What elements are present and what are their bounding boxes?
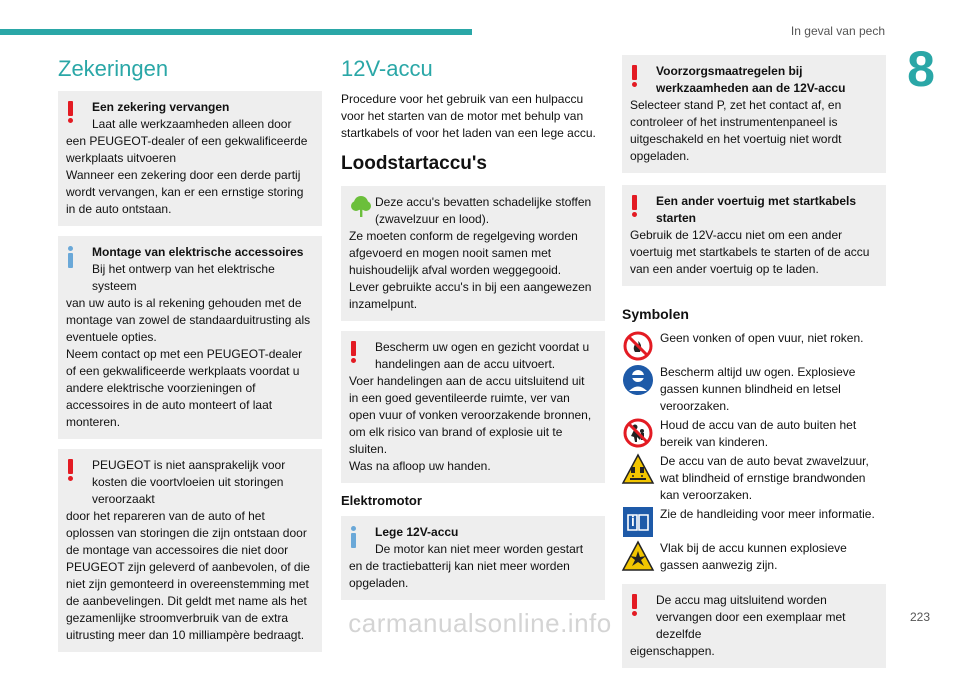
- section-title: In geval van pech: [790, 24, 885, 38]
- battery-title: 12V-accu: [341, 56, 433, 81]
- warning-icon: [68, 101, 74, 123]
- manual-icon: [622, 506, 654, 538]
- warning-icon: [68, 459, 74, 481]
- eco-box-disposal: [341, 186, 605, 321]
- symbol-text: De accu van de auto bevat zwavelzuur, wat blindheid of ernstige brandwonden kan veroorzaken.: [660, 454, 869, 502]
- box-text-tail: Selecteer stand P, zet het contact af, en controleer of het instrumentenpaneel is uitgeschakeld en het voertuig niet wordt opgeladen.: [630, 98, 842, 163]
- box-title: Lege 12V-accu: [375, 525, 459, 539]
- column-fuses: [58, 55, 322, 662]
- box-text: Bij het ontwerp van het elektrische systeem: [92, 262, 275, 293]
- page-number: 223: [909, 610, 930, 624]
- lead-battery-title: Loodstartaccu's: [341, 153, 487, 174]
- box-text-tail: een PEUGEOT-dealer of een gekwalificeerde werkplaats uitvoeren Wanneer een zekering door een derde partij wordt vervangen, kan er een ernstige storing in de auto ontstaan.: [66, 134, 308, 216]
- warning-icon: [632, 195, 638, 217]
- symbol-text: Vlak bij de accu kunnen explosieve gassen aanwezig zijn.: [660, 541, 847, 572]
- battery-intro: Procedure voor het gebruik van een hulpaccu voor het starten van de motor met behulp van startkabels of voor het laden van een lege accu.: [341, 92, 596, 140]
- warning-icon: [632, 65, 638, 87]
- box-text: Laat alle werkzaamheden alleen door: [92, 117, 292, 131]
- eco-tree-icon: [349, 194, 373, 218]
- box-title: Een ander voertuig met startkabels starten: [656, 194, 857, 225]
- warning-box-protect-eyes: [341, 331, 605, 483]
- info-icon: [68, 246, 74, 268]
- box-title: Montage van elektrische accessoires: [92, 245, 304, 259]
- box-text: De accu mag uitsluitend worden vervangen door een exemplaar met dezelfde: [656, 593, 846, 641]
- symbol-row: [622, 364, 886, 415]
- box-text-tail: Ze moeten conform de regelgeving worden afgevoerd en mogen nooit samen met huishoudelijk afval worden weggegooid. Lever gebruikte accu's in bij een aangewezen inzamelpunt.: [349, 229, 592, 311]
- box-text-tail: eigenschappen.: [630, 644, 715, 658]
- no-fire-icon: [622, 330, 654, 362]
- box-text-tail: Gebruik de 12V-accu niet om een ander voertuig met startkabels te starten of de accu van een ander voertuig op te laden.: [630, 228, 870, 276]
- info-icon: [351, 526, 357, 548]
- explosive-icon: [622, 540, 654, 572]
- box-text-tail: van uw auto is al rekening gehouden met de montage van zowel de standaarduitrusting als eventuele opties. Neem contact op met een PEUGEOT-dealer of een gekwalificeerde werkplaats voordat u andere elektrische voorzieningen of accessoires in de auto monteert of laat monteren.: [66, 296, 311, 429]
- box-text: Deze accu's bevatten schadelijke stoffen (zwavelzuur en lood).: [375, 195, 592, 226]
- header-accent-bar: [0, 29, 472, 35]
- box-text-tail: door het repareren van de auto of het oplossen van storingen die zijn ontstaan door de montage van accessoires die niet door PEUGEOT zijn geleverd of aanbevolen, of die niet zijn gemonteerd in overeenstemming met de aanbevelingen. Dit geldt met name als het gezamenlijke stroomverbruik van de extra uitrusting meer dan 10 milliampère bedraagt.: [66, 509, 310, 642]
- symbol-text: Bescherm altijd uw ogen. Explosieve gassen kunnen blindheid en letsel veroorzaken.: [660, 365, 856, 413]
- box-text: Bescherm uw ogen en gezicht voordat u handelingen aan de accu uitvoert.: [375, 340, 590, 371]
- box-text-tail: en de tractiebatterij kan niet meer worden opgeladen.: [349, 559, 570, 590]
- corrosive-icon: [622, 453, 654, 485]
- watermark: carmanualsonline.info: [348, 608, 612, 638]
- box-title: Voorzorgsmaatregelen bij werkzaamheden aan de 12V-accu: [656, 64, 846, 95]
- symbol-text: Zie de handleiding voor meer informatie.: [660, 507, 875, 521]
- info-box-empty-battery: [341, 516, 605, 600]
- column-precautions: [622, 55, 886, 678]
- column-battery: [341, 55, 605, 610]
- warning-box-replace-fuse: [58, 91, 322, 226]
- symbol-row: [622, 330, 886, 362]
- box-text: De motor kan niet meer worden gestart: [375, 542, 584, 556]
- symbol-text: Houd de accu van de auto buiten het bereik van kinderen.: [660, 418, 857, 449]
- fuses-title: Zekeringen: [58, 56, 169, 81]
- box-text-tail: Voer handelingen aan de accu uitsluitend uit in een goed geventileerde ruimte, ver van open vuur of vonken veroorzakende bronnen, om elk risico van brand of explosie uit te sluiten. Was na afloop uw handen.: [349, 374, 592, 473]
- symbol-text: Geen vonken of open vuur, niet roken.: [660, 331, 864, 345]
- symbol-row: [622, 540, 886, 574]
- eye-protection-icon: [622, 364, 654, 396]
- warning-icon: [351, 341, 357, 363]
- chapter-number: 8: [907, 41, 935, 97]
- symbol-row: [622, 417, 886, 451]
- warning-box-precautions: [622, 55, 886, 173]
- box-title: Een zekering vervangen: [92, 100, 230, 114]
- info-box-accessories: [58, 236, 322, 439]
- electric-motor-title: Elektromotor: [341, 493, 422, 508]
- symbol-row: [622, 506, 886, 538]
- symbol-row: [622, 453, 886, 504]
- symbols-title: Symbolen: [622, 306, 689, 322]
- box-text: PEUGEOT is niet aansprakelijk voor kosten die voortvloeien uit storingen veroorzaakt: [92, 458, 286, 506]
- warning-box-jump-start: [622, 185, 886, 286]
- keep-children-away-icon: [622, 417, 654, 449]
